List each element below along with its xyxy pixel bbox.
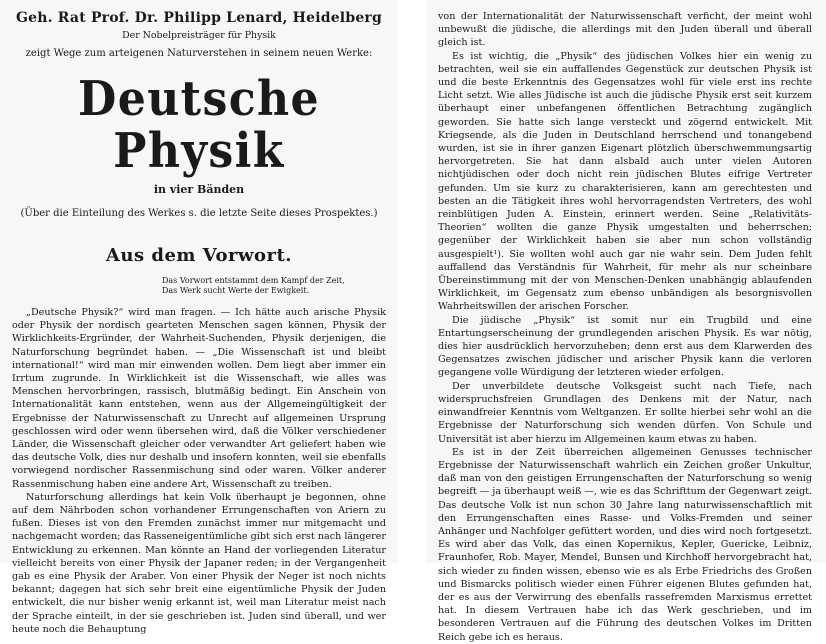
paragraph: Der unverbildete deutsche Volksgeist sucht nach Tiefe, nach widerspruchsfreien Grundlagen des Denkens mit der Natur, nach einwandfreier Kenntnis vom Weltganzen. Er sollte hierbei sehr wohl an die Ergebnisse der Naturforschung sich wenden dürfen. Von Schule und Universität ist aber hierzu im Allgemeinen kaum etwas zu haben. [438, 380, 812, 445]
nobel-prize-note: Der Nobelpreisträger für Physik [122, 30, 276, 41]
contents-note: (Über die Einteilung des Werkes s. die letzte Seite dieses Prospektes.) [20, 208, 378, 219]
paragraph: Die jüdische „Physik“ ist somit nur ein Trugbild und eine Entartungserscheinung der grundlegenden arischen Physik. Es war nötig, dies hier ausdrücklich hervorzuheben; denn erst aus dem Klarwerden des Gegensatzes zwischen jüdischer und arischer Physik kann die verloren gegangene volle Würdigung der letzteren wieder erfolgen. [438, 314, 812, 379]
volumes-note: in vier Bänden [153, 183, 245, 196]
author-line: Geh. Rat Prof. Dr. Philipp Lenard, Heidelberg [15, 10, 382, 26]
page-gutter [398, 0, 426, 563]
book-title: Deutsche Physik [78, 71, 320, 179]
right-body-text [438, 10, 812, 644]
paragraph: Naturforschung allerdings hat kein Volk überhaupt je begonnen, ohne auf dem Nährboden schon vorhandener Errungenschaften von Ariern zu fußen. Dieses ist von den Fremden zunächst immer nur mitgemacht und nachgemacht worden; das Rasseneigentümliche gibt sich erst nach längerer Entwicklung zu erkennen. Man könnte an Hand der vorliegenden Literatur vielleicht bereits von einer Physik der Japaner reden; in der Vergangenheit gab es eine Physik der Araber. Von einer Physik der Neger ist noch nichts bekannt; dagegen hat sich sehr breit eine eigentümliche Physik der Juden entwickelt, die nur bisher wenig erkannt ist, weil man Literatur meist nach der Sprache einteilt, in der sie geschrieben ist. Juden sind überall, und wer heute noch die Behauptung [12, 491, 386, 635]
motto [162, 276, 386, 296]
leads-line: zeigt Wege zum arteigenen Naturverstehen in seinem neuen Werke: [25, 48, 373, 59]
paragraph: Es ist wichtig, die „Physik“ des jüdischen Volkes hier ein wenig zu betrachten, weil sie ein auffallendes Gegenstück zur deutschen Physik ist und die beste Erkenntnis des Gegensatzes wohl für viele erst ins rechte Licht setzt. Wie alles Jüdische ist auch die jüdische Physik erst seit kurzem überhaupt einer unbefangenen öffentlichen Betrachtung zugänglich geworden. Sie hatte sich lange versteckt und zögernd entwickelt. Mit Kriegsende, als die Juden in Deutschland herrschend und tonangebend wurden, ist sie in ihrer ganzen Eigenart plötzlich überschwemmungsartig hervorgetreten. Sie hat dann alsbald auch unter vielen Autoren nichtjüdischen oder doch nicht rein jüdischen Blutes eifrige Vertreter gefunden. Um sie kurz zu charakterisieren, kann am gerechtesten und besten an die Tätigkeit ihres wohl hervorragendsten Vertreters, des wohl reinblütigen Juden A. Einstein, erinnert werden. Seine „Relativitäts-Theorien“ wollten die ganze Physik umgestalten und beherrschen; gegenüber der Wirklichkeit haben sie aber nun schon vollständig ausgespielt¹). Sie wollten wohl auch gar nie wahr sein. Dem Juden fehlt auffallend das Verständnis für Wahrheit, für mehr als nur scheinbare Übereinstimmung mit der von Menschen-Denken unabhängig ablaufenden Wirklichkeit, im Gegensatz zum ebenso unbändigen als besorgnisvollen Wahrheitswillen der arischen Forscher. [438, 50, 812, 313]
paragraph: „Deutsche Physik?“ wird man fragen. — Ich hätte auch arische Physik oder Physik der nordisch gearteten Menschen sagen können, Physik der Wirklichkeits-Ergründer, der Wahrheit-Suchenden, Physik derjenigen, die Naturforschung begründet haben. — „Die Wissenschaft ist und bleibt international!“ wird man mir einwenden wollen. Dem liegt aber immer ein Irrtum zugrunde. In Wirklichkeit ist die Wissenschaft, wie alles was Menschen hervorbringen, rassisch, blutmäßig bedingt. Ein Anschein von Internationalität kann entstehen, wenn aus der Allgemeingültigkeit der Ergebnisse der Naturwissenschaft zu Unrecht auf allgemeinen Ursprung geschlossen wird oder wenn übersehen wird, daß die Völker verschiedener Länder, die Wissenschaft gleicher oder verwandter Art geliefert haben wie das deutsche Volk, dies nur deshalb und insofern konnten, weil sie ebenfalls vorwiegend nordischer Rassenmischung sind oder waren. Völker anderer Rassenmischung haben eine andere Art, Wissenschaft zu treiben. [12, 307, 386, 490]
paragraph: Es ist in der Zeit überreichen allgemeinen Genusses technischer Ergebnisse der Naturwissenschaft wahrlich ein Zeichen großer Unkultur, daß man von den geistigen Errungenschaften der Naturforschung so wenig begreift — ja überhaupt weiß —, wie es das Schrifttum der Gegenwart zeigt. Das deutsche Volk ist nun schon 30 Jahre lang naturwissenschaftlich mit den Errungenschaften eines Rasse- und Volks-Fremden und seiner Anhänger und Nachfolger gefüttert worden, und dies wird noch fortgesetzt. Es wird aber das Volk, das einen Kopernikus, Kepler, Guericke, Leibniz, Fraunhofer, Rob. Mayer, Mendel, Bunsen und Kirchhoff hervorgebracht hat, sich wieder zu finden wissen, ebenso wie es als Erbe Friedrichs des Großen und Bismarcks politisch wieder einen Führer eigenen Blutes gefunden hat, der es aus der Verwirrung des ebenfalls rassefremden Marxismus errettet hat. In diesem Vertrauen habe ich das Werk geschrieben, und im besonderen Vertrauen auf die Führung des deutschen Volkes im Dritten Reich gebe ich es heraus. [438, 446, 812, 643]
right-page [426, 0, 826, 643]
motto-line: Das Werk sucht Werte der Ewigkeit. [162, 286, 310, 295]
paragraph: von der Internationalität der Naturwissenschaft verficht, der meint wohl unbewußt die jüdische, die allerdings mit den Juden überall und überall gleich ist. [438, 11, 812, 49]
motto-line: Das Vorwort entstammt dem Kampf der Zeit, [162, 276, 345, 285]
left-body-text [12, 306, 386, 636]
left-page [0, 0, 398, 635]
section-heading: Aus dem Vorwort. [105, 245, 293, 266]
